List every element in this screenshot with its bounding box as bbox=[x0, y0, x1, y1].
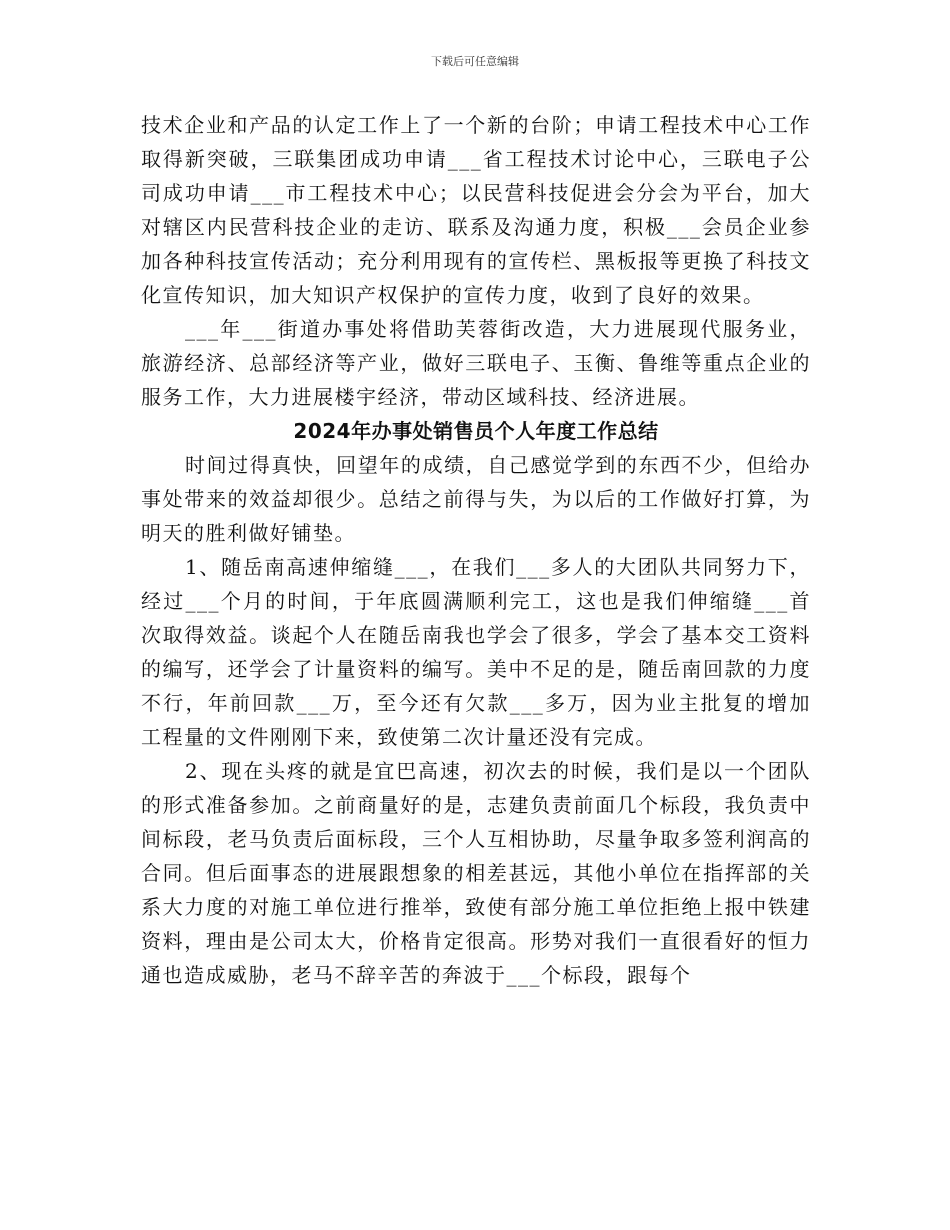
paragraph-continuation: 技术企业和产品的认定工作上了一个新的台阶；申请工程技术中心工作取得新突破，三联集团成功申请___省工程技术讨论中心，三联电子公司成功申请___市工程技术中心；以民营科技促进会分会为平台，加大对辖区内民营科技企业的走访、联系及沟通力度，积极___会员企业参加各种科技宣传活动；充分利用现有的宣传栏、黑板报等更换了科技文化宣传知识，加大知识产权保护的宣传力度，收到了良好的效果。 bbox=[141, 113, 811, 307]
document-body bbox=[141, 108, 811, 992]
paragraph-item-2: 2、现在头疼的就是宜巴高速，初次去的时候，我们是以一个团队的形式准备参加。之前商量好的是，志建负责前面几个标段，我负责中间标段，老马负责后面标段，三个人互相协助，尽量争取多签利润高的合同。但后面事态的进展跟想象的相差甚远，其他小单位在指挥部的关系大力度的对施工单位进行推举，致使有部分施工单位拒绝上报中铁建资料，理由是公司太大，价格肯定很高。形势对我们一直很看好的恒力通也造成威胁，老马不辞辛苦的奔波于___个标段，跟每个 bbox=[141, 759, 811, 987]
document-title: 2024年办事处销售员个人年度工作总结 bbox=[293, 419, 659, 443]
page-header: 下载后可任意编辑 bbox=[431, 55, 519, 68]
paragraph-street-office-plan: ___年___街道办事处将借助芙蓉街改造，大力进展现代服务业，旅游经济、总部经济等产业，做好三联电子、玉衡、鲁维等重点企业的服务工作，大力进展楼宇经济，带动区域科技、经济进展。 bbox=[141, 317, 811, 409]
paragraph-intro: 时间过得真快，回望年的成绩，自己感觉学到的东西不少，但给办事处带来的效益却很少。总结之前得与失，为以后的工作做好打算，为明天的胜利做好铺垫。 bbox=[141, 453, 811, 545]
paragraph-item-1: 1、随岳南高速伸缩缝___，在我们___多人的大团队共同努力下，经过___个月的时间，于年底圆满顺利完工，这也是我们伸缩缝___首次取得效益。谈起个人在随岳南我也学会了很多，学会了基本交工资料的编写，还学会了计量资料的编写。美中不足的是，随岳南回款的力度不行，年前回款___万，至今还有欠款___多万，因为业主批复的增加工程量的文件刚刚下来，致使第二次计量还没有完成。 bbox=[141, 555, 811, 749]
